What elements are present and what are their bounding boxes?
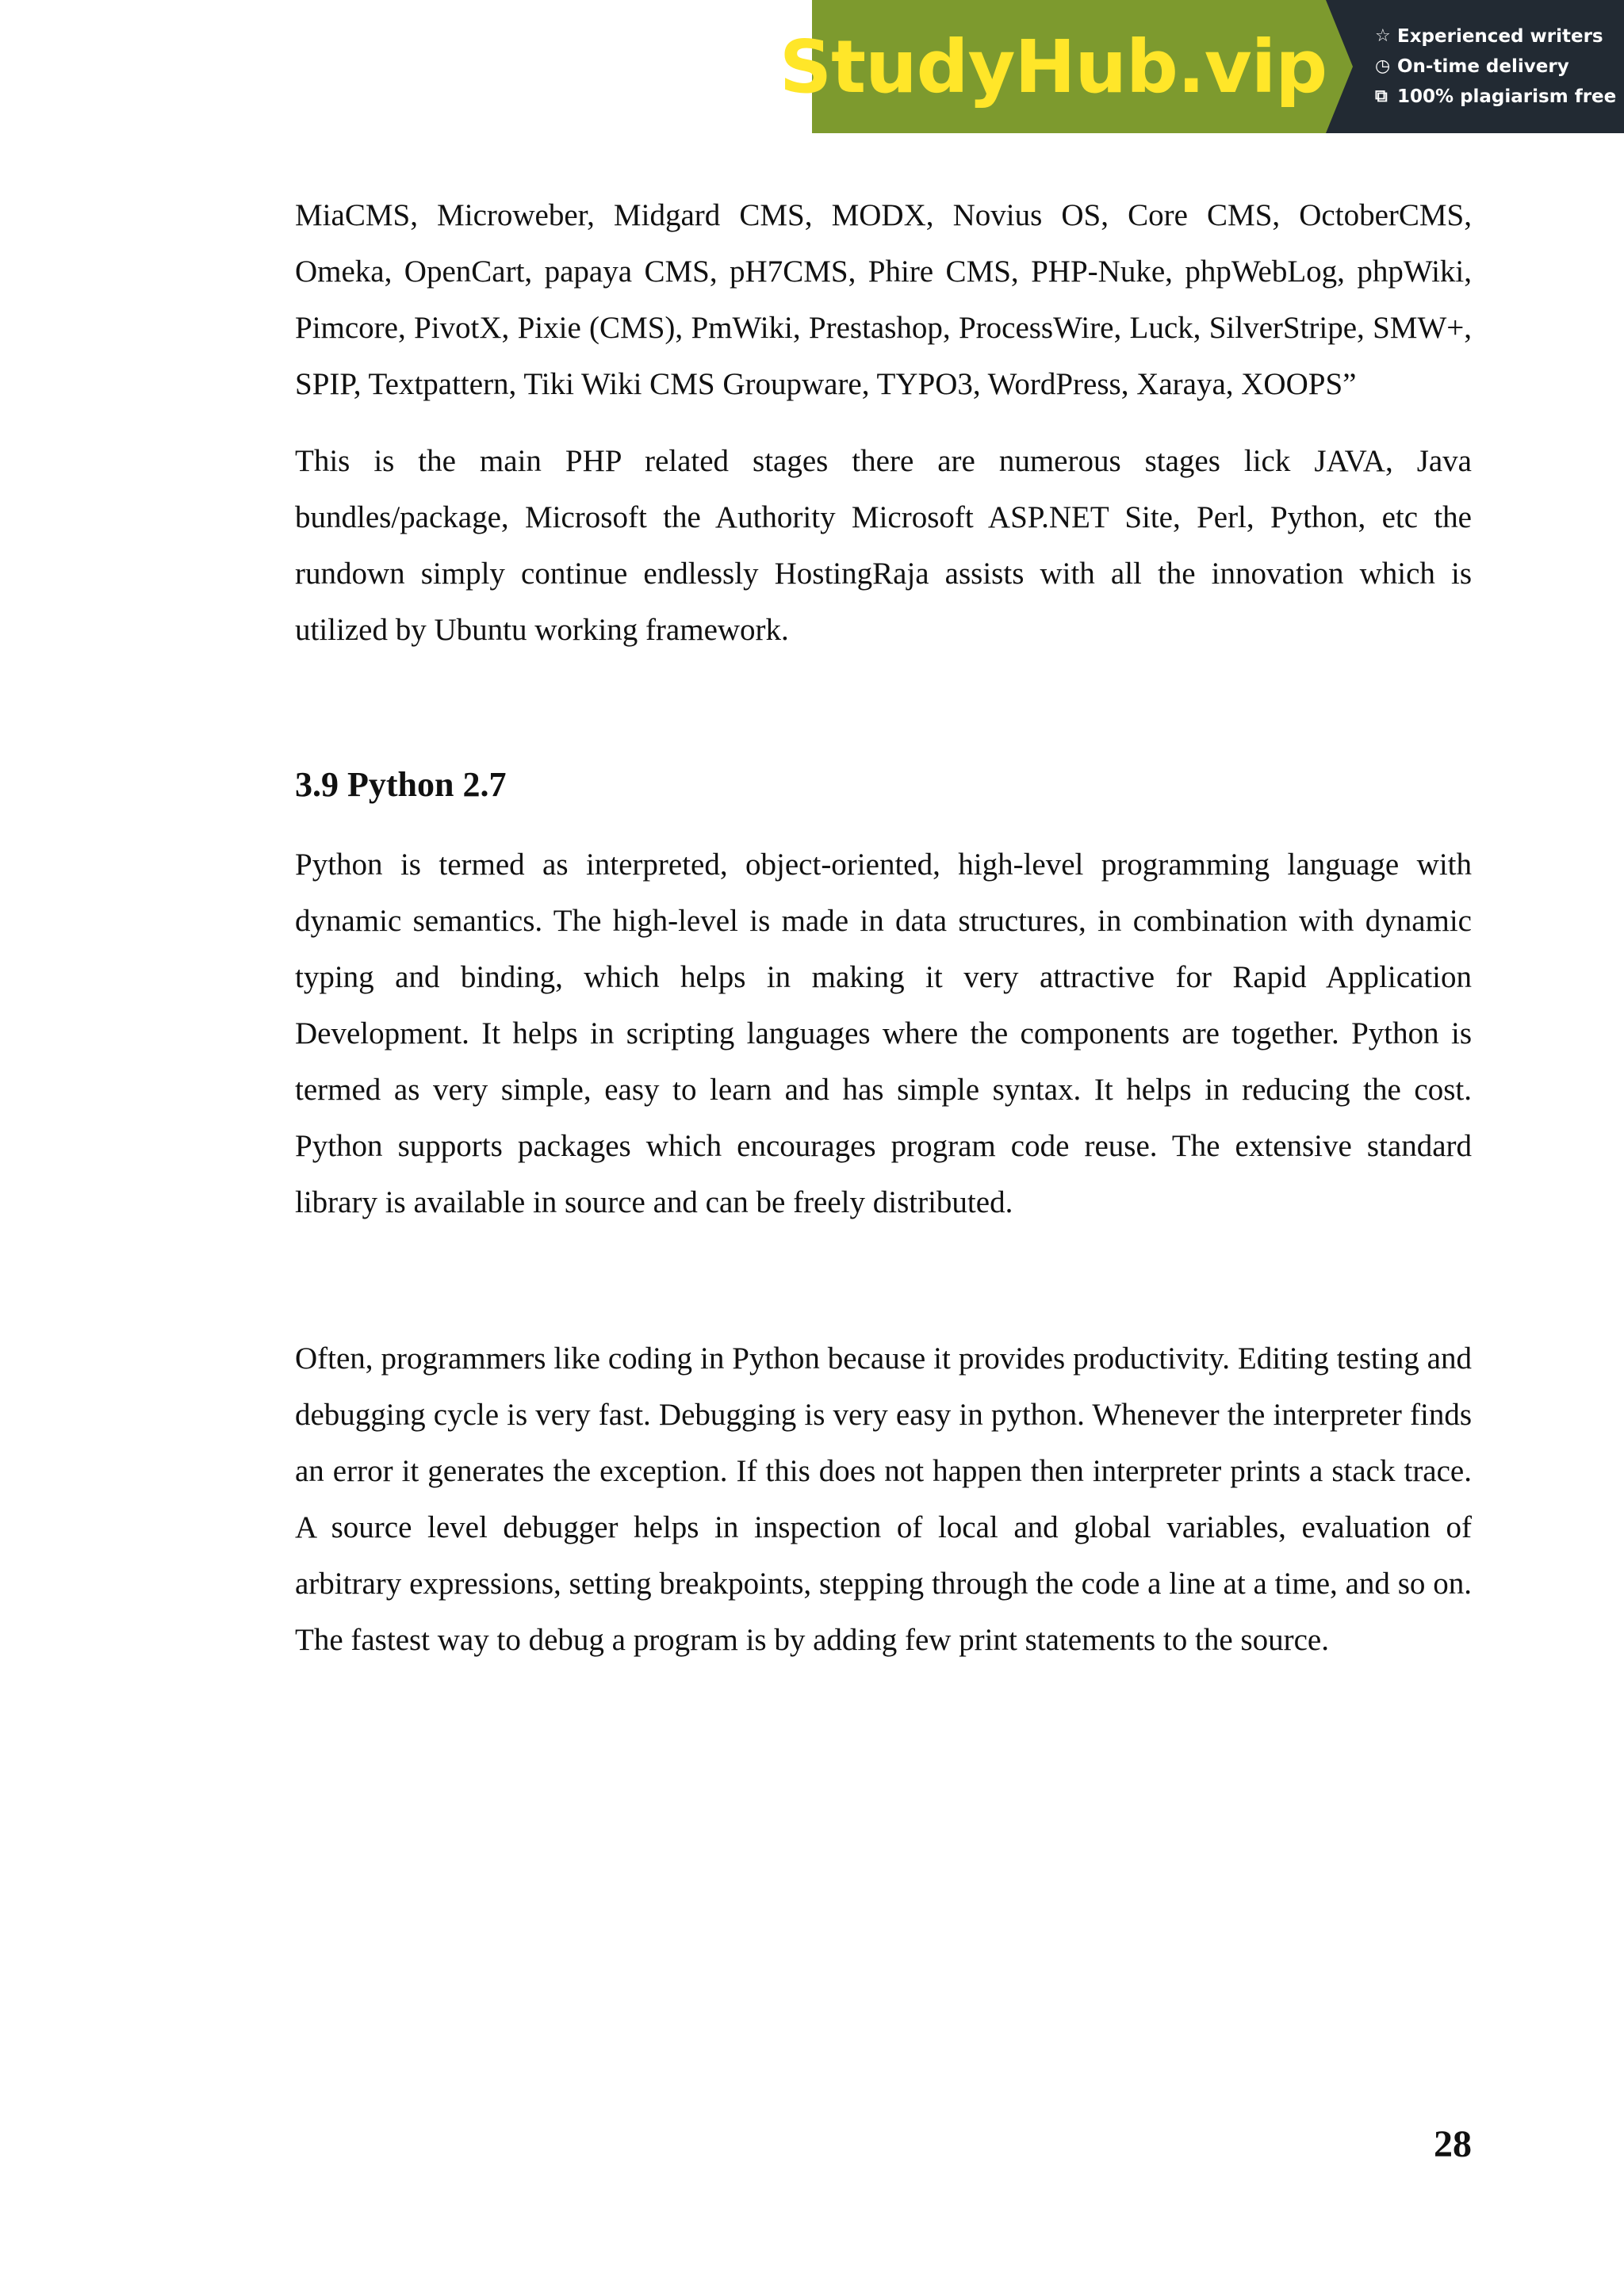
section-heading: 3.9 Python 2.7 xyxy=(295,765,507,804)
paragraph-python-debugging: Often, programmers like coding in Python because it provides productivity. Editing testing and debugging cycle is very fast. Debugging is very easy in python. Whenever the interpreter finds an error it generates the exception. If this does not happen then interpreter prints a stack trace. A source level debugger helps in inspection of local and global variables, evaluation of arbitrary expressions, setting breakpoints, stepping through the code a line at a time, and so on. The fastest way to debug a program is by adding few print statements to the source. xyxy=(295,1341,1472,1657)
brand-logo[interactable] xyxy=(779,0,1327,133)
copy-icon: ⧉ xyxy=(1375,86,1388,106)
brand-name: StudyHub.vip xyxy=(779,24,1327,109)
paragraph-python-intro: Python is termed as interpreted, object-oriented, high-level programming language with dynamic semantics. The high-level is made in data structures, in combination with dynamic typing and binding, which helps in making it very attractive for Rapid Application Development. It helps in scripting languages where the components are together. Python is termed as very simple, easy to learn and has simple syntax. It helps in reducing the cost. Python supports packages which encourages program code reuse. The extensive standard library is available in source and can be freely distributed. xyxy=(295,848,1472,1219)
feature-on-time-delivery xyxy=(1375,55,1624,78)
paragraph-cms-list: MiaCMS, Microweber, Midgard CMS, MODX, Novius OS, Core CMS, OctoberCMS, Omeka, OpenCart, papaya CMS, pH7CMS, Phire CMS, PHP-Nuke, phpWebLog, phpWiki, Pimcore, PivotX, Pixie (CMS), PmWiki, Prestashop, ProcessWire, Luck, SilverStripe, SMW+, SPIP, Textpattern, Tiki Wiki CMS Groupware, TYPO3, WordPress, Xaraya, XOOPS” xyxy=(295,198,1472,401)
page-number: 28 xyxy=(1434,2123,1472,2165)
clock-icon: ◷ xyxy=(1375,56,1391,76)
feature-label: 100% plagiarism free xyxy=(1397,86,1617,107)
paragraph-php-stages: This is the main PHP related stages there are numerous stages lick JAVA, Java bundles/package, Microsoft the Authority Microsoft ASP.NET Site, Perl, Python, etc the rundown simply continue endlessly HostingRaja assists with all the innovation which is utilized by Ubuntu working framework. xyxy=(295,444,1472,647)
banner-features xyxy=(1326,0,1624,133)
feature-label: Experienced writers xyxy=(1397,26,1603,47)
feature-experienced-writers xyxy=(1375,25,1624,48)
studyhub-banner[interactable] xyxy=(779,0,1624,133)
feature-label: On-time delivery xyxy=(1397,56,1569,77)
star-icon: ☆ xyxy=(1375,26,1391,46)
document-body xyxy=(295,187,1472,1668)
feature-plagiarism-free xyxy=(1375,85,1624,109)
